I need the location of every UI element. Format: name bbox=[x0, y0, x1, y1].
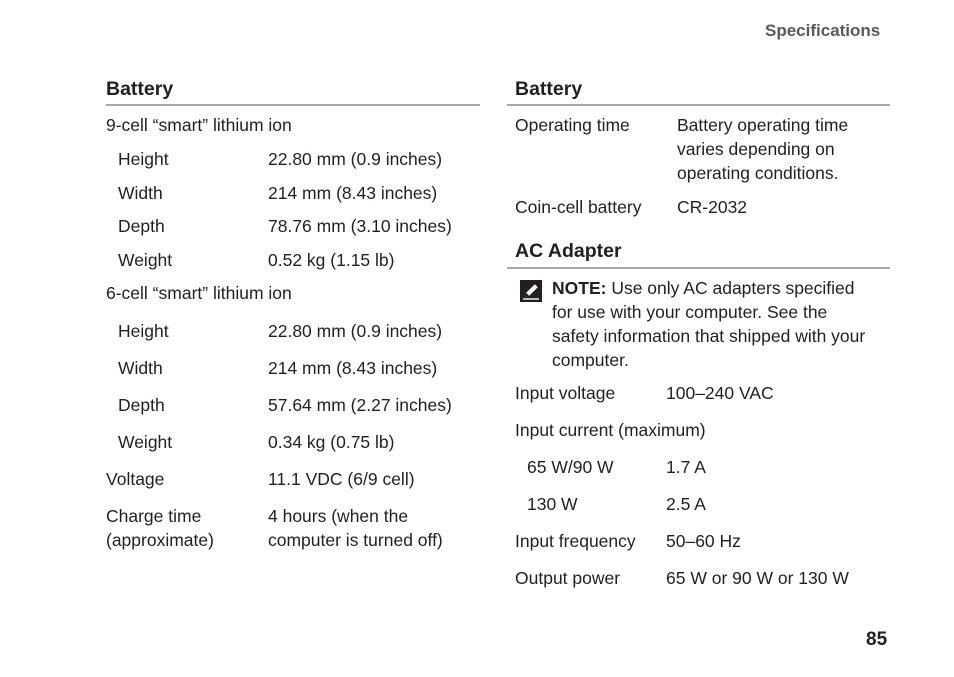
voltage-label: Voltage bbox=[106, 469, 165, 489]
input-voltage-label: Input voltage bbox=[515, 383, 616, 403]
current-130w-label: 130 W bbox=[527, 494, 578, 514]
input-current-label: Input current (maximum) bbox=[515, 420, 706, 440]
left-battery-title: Battery bbox=[106, 78, 174, 100]
current-130w-value: 2.5 A bbox=[666, 494, 706, 514]
cell6-depth-value: 57.64 mm (2.27 inches) bbox=[268, 395, 452, 415]
coin-cell-label: Coin-cell battery bbox=[515, 197, 642, 217]
cell9-width-label: Width bbox=[118, 183, 163, 203]
note-text: Use only AC adapters specified bbox=[611, 278, 855, 298]
cell9-width-value: 214 mm (8.43 inches) bbox=[268, 183, 438, 203]
page-number: 85 bbox=[866, 629, 888, 650]
charge-time-value-2: computer is turned off) bbox=[268, 530, 443, 550]
voltage-value: 11.1 VDC (6/9 cell) bbox=[268, 469, 415, 489]
input-frequency-label: Input frequency bbox=[515, 531, 636, 551]
output-power-label: Output power bbox=[515, 568, 621, 588]
cell9-depth-label: Depth bbox=[118, 216, 165, 236]
cell9-height-label: Height bbox=[118, 149, 169, 169]
operating-time-value-2: varies depending on bbox=[677, 139, 835, 159]
cell9-weight-value: 0.52 kg (1.15 lb) bbox=[268, 250, 395, 270]
running-header: Specifications bbox=[765, 21, 881, 40]
note-line-3: safety information that shipped with your bbox=[552, 326, 866, 346]
right-battery-rule bbox=[507, 104, 890, 106]
current-65w-label: 65 W/90 W bbox=[527, 457, 614, 477]
cell9-height-value: 22.80 mm (0.9 inches) bbox=[268, 149, 443, 169]
input-frequency-value: 50–60 Hz bbox=[666, 531, 741, 551]
cell6-height-label: Height bbox=[118, 321, 169, 341]
input-voltage-value: 100–240 VAC bbox=[666, 383, 774, 403]
ac-adapter-rule bbox=[507, 267, 890, 269]
output-power-value: 65 W or 90 W or 130 W bbox=[666, 568, 849, 588]
cell6-height-value: 22.80 mm (0.9 inches) bbox=[268, 321, 443, 341]
operating-time-value: Battery operating time bbox=[677, 115, 849, 135]
note-pencil-icon bbox=[520, 280, 542, 302]
cell6-weight-value: 0.34 kg (0.75 lb) bbox=[268, 432, 395, 452]
cell6-width-label: Width bbox=[118, 358, 163, 378]
cell9-depth-value: 78.76 mm (3.10 inches) bbox=[268, 216, 452, 236]
charge-time-label-2: (approximate) bbox=[106, 530, 214, 550]
note-label: NOTE: bbox=[552, 278, 607, 298]
cell9-label: 9-cell “smart” lithium ion bbox=[106, 115, 292, 135]
coin-cell-value: CR-2032 bbox=[677, 197, 748, 217]
note-line-4: computer. bbox=[552, 350, 629, 370]
charge-time-value: 4 hours (when the bbox=[268, 506, 409, 526]
note-line-2: for use with your computer. See the bbox=[552, 302, 828, 322]
cell6-weight-label: Weight bbox=[118, 432, 173, 452]
left-battery-rule bbox=[106, 104, 480, 106]
note-line-1 bbox=[552, 276, 855, 300]
ac-adapter-title: AC Adapter bbox=[515, 240, 622, 262]
current-65w-value: 1.7 A bbox=[666, 457, 706, 477]
right-battery-title: Battery bbox=[515, 78, 583, 100]
operating-time-label: Operating time bbox=[515, 115, 630, 135]
operating-time-value-3: operating conditions. bbox=[677, 163, 839, 183]
cell6-width-value: 214 mm (8.43 inches) bbox=[268, 358, 438, 378]
cell6-depth-label: Depth bbox=[118, 395, 165, 415]
cell6-label: 6-cell “smart” lithium ion bbox=[106, 283, 292, 303]
cell9-weight-label: Weight bbox=[118, 250, 173, 270]
charge-time-label: Charge time bbox=[106, 506, 202, 526]
